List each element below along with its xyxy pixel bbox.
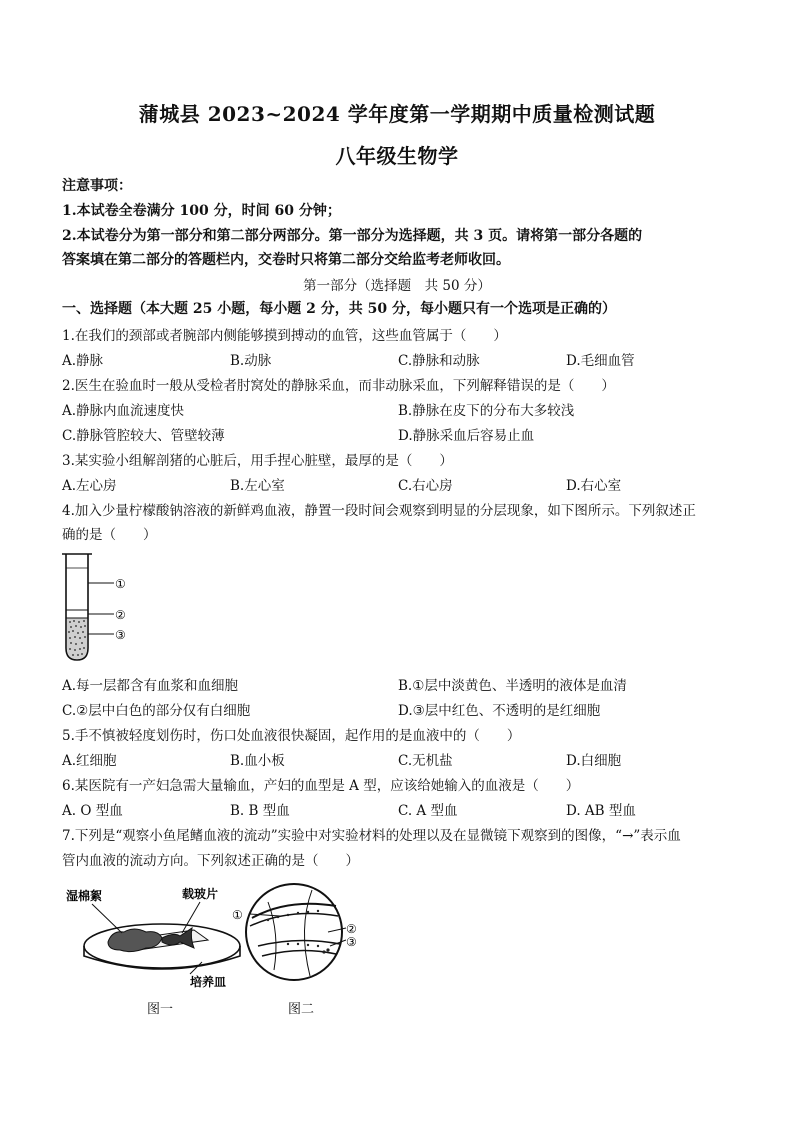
micro-label-2: ②	[346, 922, 357, 936]
q4-option-d: D.③层中红色、不透明的是红细胞	[398, 703, 601, 719]
q4-option-c: C.②层中白色的部分仅有白细胞	[62, 703, 251, 719]
label-glass-slide: 载玻片	[182, 887, 219, 901]
q6-option-d: D. AB 型血	[566, 803, 636, 819]
q3-option-a: A.左心房	[62, 478, 117, 494]
q3-option-b: B.左心室	[230, 478, 285, 494]
microscope-field	[246, 884, 342, 980]
q6-option-c: C. A 型血	[398, 803, 458, 819]
q2-option-b: B.静脉在皮下的分布大多较浅	[398, 403, 575, 419]
tube-label-1: ①	[115, 577, 126, 591]
label-wet-cotton: 湿棉絮	[66, 889, 103, 903]
question-4-stem-line-2: 确的是（ ）	[62, 527, 157, 543]
notice-item-1: 1.本试卷全卷满分 100 分，时间 60 分钟；	[62, 203, 341, 219]
q1-option-b: B.动脉	[230, 353, 272, 369]
notice-item-2b: 答案填在第二部分的答题栏内，交卷时只将第二部分交给监考老师收回。	[62, 252, 510, 268]
question-5-stem: 5.手不慎被轻度划伤时，伤口处血液很快凝固，起作用的是血液中的（ ）	[62, 728, 521, 744]
caption-figure-1: 图一	[147, 1002, 174, 1017]
notice-item-2a: 2.本试卷分为第一部分和第二部分两部分。第一部分为选择题，共 3 页。请将第一部分各题的	[62, 228, 643, 244]
question-4-stem-line-1: 4.加入少量柠檬酸钠溶液的新鲜鸡血液，静置一段时间会观察到明显的分层现象，如下图所示。下列叙述正	[62, 503, 696, 519]
q6-option-b: B. B 型血	[230, 803, 290, 819]
question-1-stem: 1.在我们的颈部或者腕部内侧能够摸到搏动的血管，这些血管属于（ ）	[62, 328, 507, 344]
section-heading: 一、选择题（本大题 25 小题，每小题 2 分，共 50 分，每小题只有一个选项是正确的）	[62, 301, 616, 317]
micro-label-3: ③	[346, 935, 357, 949]
q5-option-a: A.红细胞	[62, 753, 117, 769]
question-2-stem: 2.医生在验血时一般从受检者肘窝处的静脉采血，而非动脉采血，下列解释错误的是（ ）	[62, 378, 615, 394]
q1-option-d: D.毛细血管	[566, 353, 635, 369]
test-tube-figure	[58, 548, 158, 666]
q2-option-a: A.静脉内血流速度快	[62, 403, 185, 419]
figure-2-microscope-view	[228, 878, 368, 988]
label-petri-dish: 培养皿	[190, 975, 227, 988]
tube-label-2: ②	[115, 608, 126, 622]
part1-heading: 第一部分（选择题 共 50 分）	[303, 278, 491, 294]
q2-option-d: D.静脉采血后容易止血	[398, 428, 535, 444]
q3-option-c: C.右心房	[398, 478, 453, 494]
notice-heading: 注意事项：	[62, 178, 132, 194]
caption-figure-2: 图二	[288, 1002, 315, 1017]
q2-option-c: C.静脉管腔较大、管壁较薄	[62, 428, 225, 444]
q6-option-a: A. O 型血	[62, 803, 123, 819]
q4-option-a: A.每一层都含有血浆和血细胞	[62, 678, 239, 694]
q5-option-d: D.白细胞	[566, 753, 622, 769]
q1-option-a: A.静脉	[62, 353, 104, 369]
question-7-stem-line-2: 管内血液的流动方向。下列叙述正确的是（ ）	[62, 853, 359, 869]
tube-label-3: ③	[115, 628, 126, 642]
q5-option-b: B.血小板	[230, 753, 285, 769]
q4-option-b: B.①层中淡黄色、半透明的液体是血清	[398, 678, 627, 694]
exam-title: 蒲城县 2023~2024 学年度第一学期期中质量检测试题	[138, 102, 656, 126]
question-6-stem: 6.某医院有一产妇急需大量输血，产妇的血型是 A 型，应该给她输入的血液是（ ）	[62, 778, 580, 794]
question-3-stem: 3.某实验小组解剖猪的心脏后，用手捏心脏壁，最厚的是（ ）	[62, 453, 453, 469]
q3-option-d: D.右心室	[566, 478, 622, 494]
q5-option-c: C.无机盐	[398, 753, 453, 769]
q1-option-c: C.静脉和动脉	[398, 353, 480, 369]
question-7-stem-line-1: 7.下列是“观察小鱼尾鳍血液的流动”实验中对实验材料的处理以及在显微镜下观察到的图像，“→”表示血	[62, 828, 681, 844]
micro-label-1: ①	[232, 908, 243, 922]
exam-subtitle: 八年级生物学	[335, 144, 459, 168]
